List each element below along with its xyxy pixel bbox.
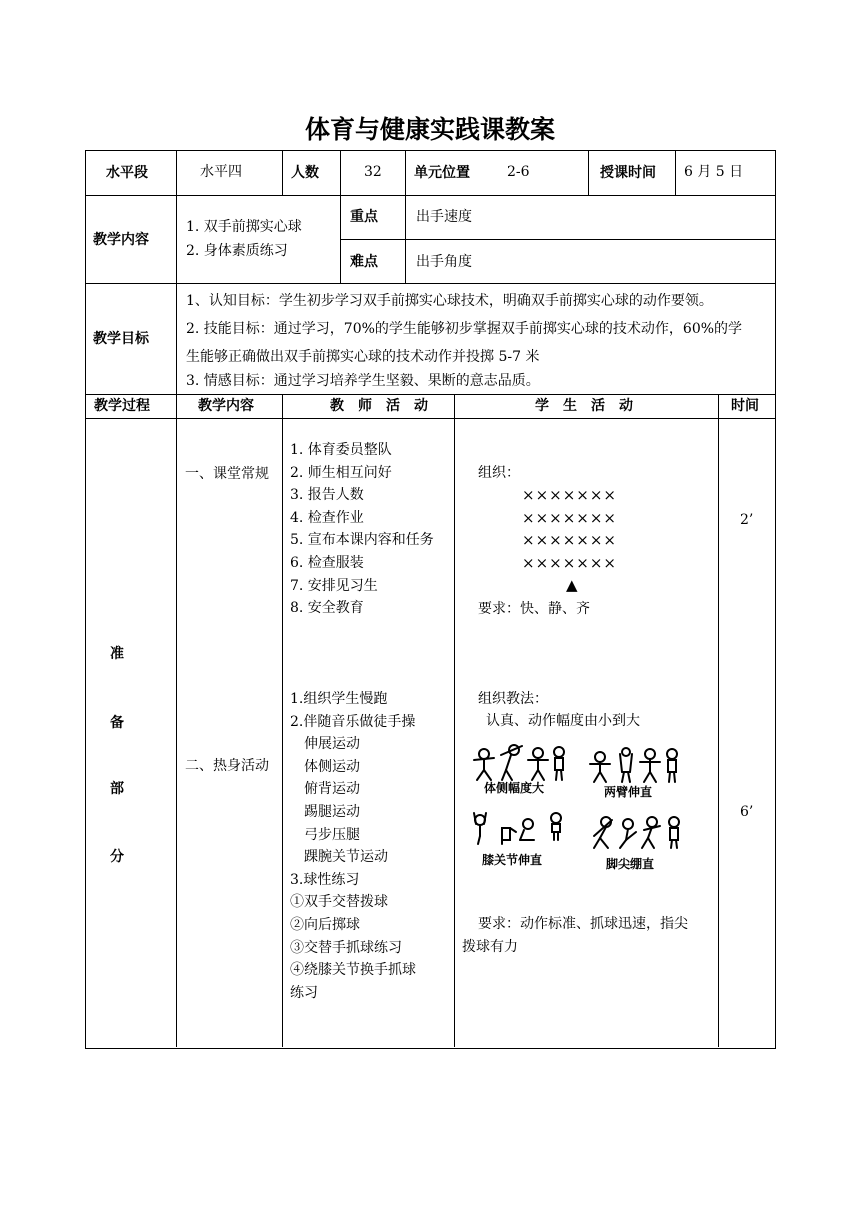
process-col-stage: 教学过程 — [94, 398, 150, 414]
warmup-content: 二、热身活动 — [185, 758, 269, 774]
warmup-requirement: 要求：动作标准、抓球迅速，指尖 — [478, 916, 688, 932]
content-item: 2. 身体素质练习 — [186, 243, 288, 259]
formation-row: ××××××× — [522, 554, 617, 572]
level-label: 水平段 — [106, 165, 148, 181]
section-char: 分 — [110, 849, 124, 865]
routine-content: 一、课堂常规 — [185, 466, 269, 482]
formation-row: ××××××× — [522, 509, 617, 527]
warmup-time: 6’ — [740, 804, 754, 820]
stick-figure-icon — [620, 748, 632, 782]
count-value: 32 — [364, 164, 382, 180]
content-item: 1. 双手前掷实心球 — [186, 219, 302, 235]
list-item: 5. 宣布本课内容和任务 — [290, 532, 434, 549]
content-label: 教学内容 — [93, 232, 149, 248]
figure-label: 脚尖绷直 — [606, 857, 655, 871]
stick-figure-icon — [474, 749, 494, 780]
count-label: 人数 — [291, 165, 319, 181]
stick-figure-icon — [667, 749, 677, 782]
difficulty-value: 出手角度 — [416, 254, 472, 270]
goal-line: 2. 技能目标：通过学习，70%的学生能够初步掌握双手前掷实心球的技术动作，60%的学 — [186, 321, 743, 337]
list-item: 3.球性练习 — [290, 871, 360, 888]
section-char: 备 — [110, 715, 124, 731]
stick-figure-icon — [642, 817, 660, 848]
figure-label: 两臂伸直 — [604, 785, 653, 799]
list-item: ④绕膝关节换手抓球 — [290, 962, 416, 979]
warmup-teacher-list — [290, 688, 416, 1004]
section-char: 准 — [110, 646, 124, 662]
stick-figure-icon — [474, 813, 486, 844]
stick-figure-icon — [594, 817, 612, 848]
level-value: 水平四 — [200, 164, 242, 180]
list-item: 2. 师生相互问好 — [290, 464, 392, 481]
stick-figure-icon — [554, 747, 564, 780]
list-item: ③交替手抓球练习 — [290, 939, 402, 956]
warmup-org-text: 认真、动作幅度由小到大 — [486, 713, 640, 729]
warmup-org-label: 组织教法： — [478, 691, 548, 707]
process-col-student: 学 生 活 动 — [535, 398, 633, 414]
list-item: 7. 安排见习生 — [290, 577, 378, 594]
list-item: 弓步压腿 — [290, 826, 360, 843]
section-char: 部 — [110, 781, 124, 797]
unit-label: 单元位置 — [414, 165, 470, 181]
routine-time: 2’ — [740, 512, 754, 528]
list-item: 8. 安全教育 — [290, 600, 364, 617]
list-item: 3. 报告人数 — [290, 487, 364, 504]
routine-requirement: 要求：快、静、齐 — [478, 601, 590, 617]
process-col-teacher: 教 师 活 动 — [330, 398, 428, 414]
warmup-requirement: 拨球有力 — [462, 939, 518, 955]
list-item: 踢腿运动 — [290, 803, 360, 820]
stick-figure-icon — [502, 828, 516, 844]
time-label: 授课时间 — [600, 165, 656, 181]
stick-figure-icon — [528, 748, 548, 780]
list-item: ①双手交替拨球 — [290, 894, 388, 911]
list-item: ②向后掷球 — [290, 916, 360, 933]
key-value: 出手速度 — [416, 209, 472, 225]
list-item: 踝腕关节运动 — [290, 849, 388, 866]
unit-value: 2-6 — [507, 164, 530, 180]
stick-figure-icon — [620, 819, 636, 848]
goal-line: 3. 情感目标：通过学习培养学生坚毅、果断的意志品质。 — [186, 373, 540, 389]
list-item: 1. 体育委员整队 — [290, 442, 392, 458]
stick-figure-icon — [551, 813, 561, 840]
routine-teacher-list — [290, 439, 434, 620]
list-item: 2.伴随音乐做徒手操 — [290, 713, 416, 730]
figure-label: 体侧幅度大 — [484, 781, 545, 795]
goals-label: 教学目标 — [93, 331, 149, 347]
list-item: 4. 检查作业 — [290, 509, 364, 526]
stick-figure-icon — [520, 819, 534, 840]
difficulty-label: 难点 — [350, 254, 378, 270]
list-item: 6. 检查服装 — [290, 554, 364, 571]
stick-figure-icon — [669, 817, 679, 848]
list-item: 俯背运动 — [290, 781, 360, 798]
stick-figure-icon — [590, 752, 610, 782]
process-col-content: 教学内容 — [198, 398, 254, 414]
stick-figure-icon — [501, 745, 522, 780]
formation-row: ××××××× — [522, 531, 617, 549]
list-item: 1.组织学生慢跑 — [290, 691, 388, 707]
list-item: 体侧运动 — [290, 758, 360, 775]
formation-row: ××××××× — [522, 486, 617, 504]
key-label: 重点 — [350, 209, 378, 225]
time-value: 6 月 5 日 — [684, 164, 744, 180]
routine-org-label: 组织： — [478, 465, 520, 481]
page-title: 体育与健康实践课教案 — [304, 115, 555, 144]
stick-figure-icon — [640, 749, 660, 782]
teacher-marker-icon: ▲ — [566, 576, 578, 594]
list-item: 练习 — [290, 984, 318, 1001]
figure-label: 膝关节伸直 — [482, 853, 543, 867]
process-col-time: 时间 — [731, 398, 759, 414]
list-item: 伸展运动 — [290, 736, 360, 753]
goal-line: 生能够正确做出双手前掷实心球的技术动作并投掷 5-7 米 — [186, 349, 540, 365]
goal-line: 1、认知目标：学生初步学习双手前掷实心球技术，明确双手前掷实心球的动作要领。 — [186, 293, 713, 309]
